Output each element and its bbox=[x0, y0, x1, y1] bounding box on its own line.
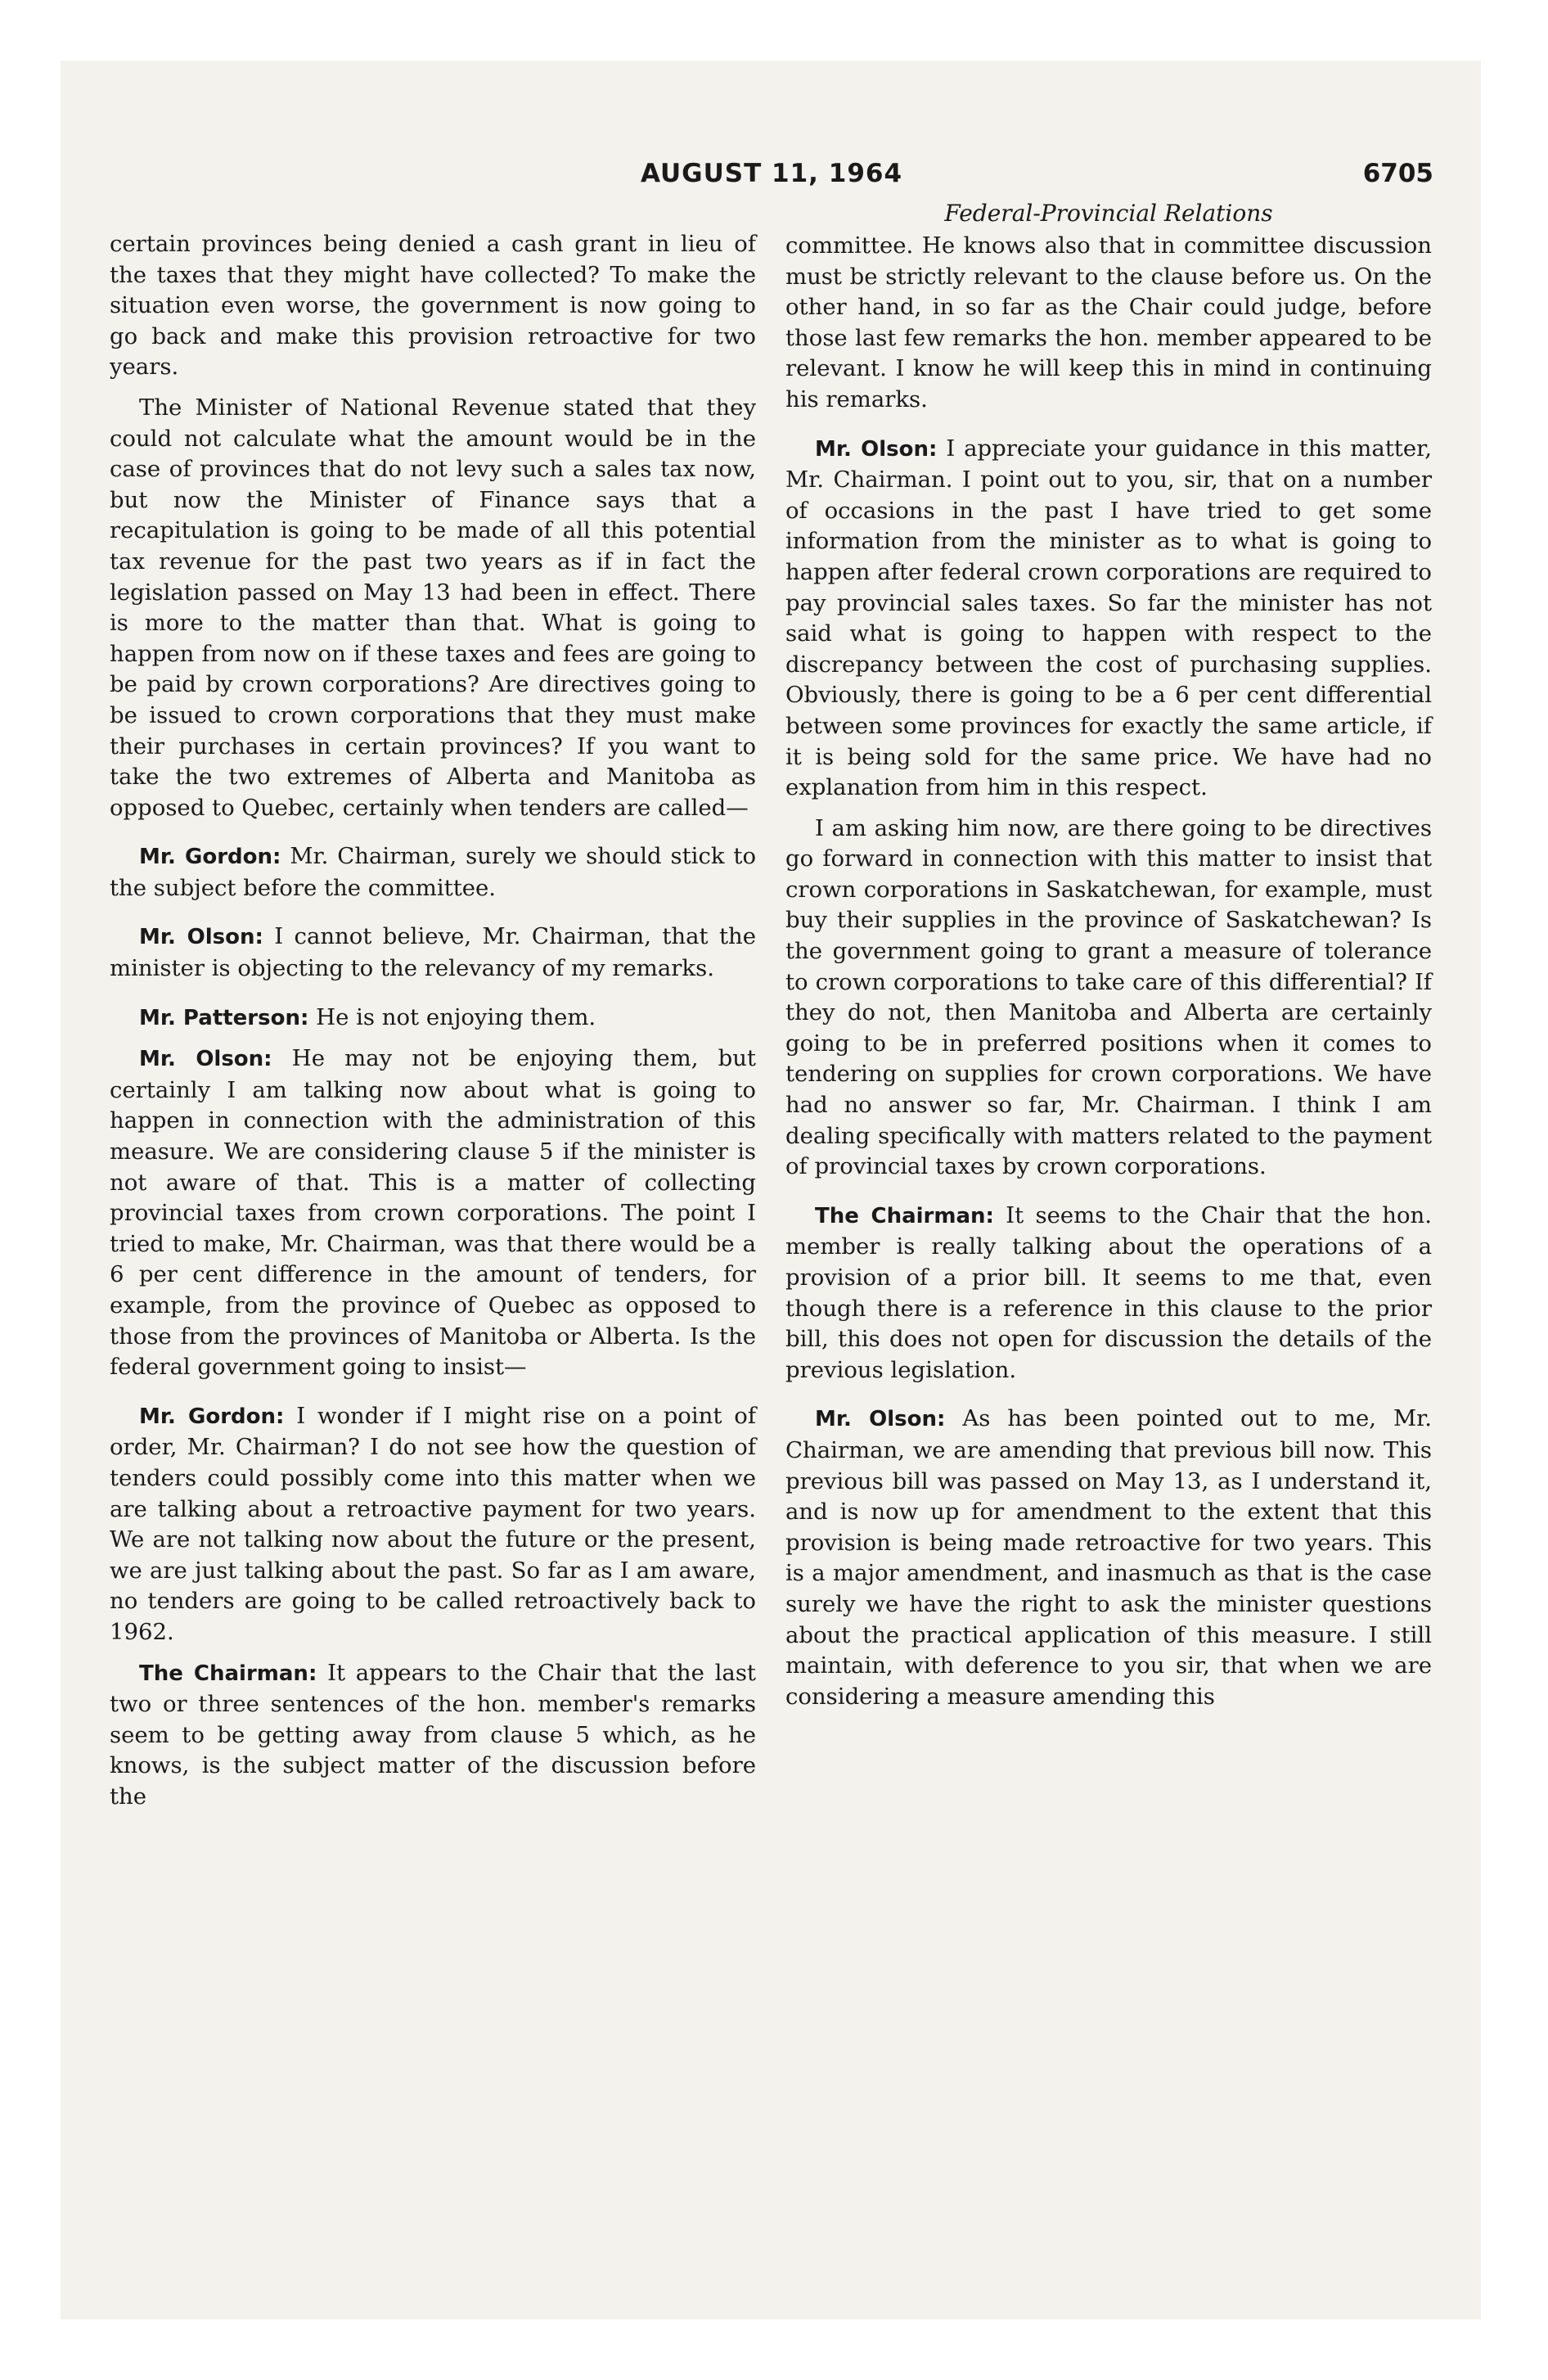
paragraph-text: certain provinces being denied a cash grant in lieu of the taxes that they might have collected? To make the situation even worse, the government is now going to go back and make this provision retroactive for two years. bbox=[110, 231, 756, 381]
paragraph-text: The Minister of National Revenue stated that they could not calculate what the amount would be in the case of provinces that do not levy such a sales tax now, but now the Minister of Finance says that a recapitulation is going to be made of all this potential tax revenue for the past two years as if in fact the legislation passed on May 13 had been in effect. There is more to the matter than that. What is going to happen from now on if these taxes and fees are going to be paid by crown corporations? Are directives going to be issued to crown corporations that they must make their purchases in certain provinces? If you want to take the two extremes of Alberta and Manitoba as opposed to Quebec, certainly when tenders are called— bbox=[110, 394, 756, 821]
speaker-name: Mr. Olson: bbox=[815, 436, 938, 462]
speech bbox=[110, 1658, 756, 1813]
speaker-name: Mr. Olson: bbox=[815, 1407, 946, 1432]
speech bbox=[785, 1404, 1432, 1712]
speech-text: Mr. Chairman, surely we should stick to the subject before the committee. bbox=[110, 843, 756, 901]
speech-text: He is not enjoying them. bbox=[316, 1003, 596, 1030]
speaker-name: The Chairman: bbox=[139, 1661, 317, 1686]
speech bbox=[110, 922, 756, 984]
speaker-name: Mr. Olson: bbox=[139, 925, 263, 950]
paragraph-text: I am asking him now, are there going to be directives go forward in connection with this matter to insist that crown corporations in Saskatchewan, for example, must buy their supplies in the province of Saskatchewan? Is the government going to grant a measure of tolerance to crown corporations to take care of this differential? If they do not, then Manitoba and Alberta are certainly going to be in preferred positions when it comes to tendering on supplies for crown corporations. We have had no answer so far, Mr. Chairman. I think I am dealing specifically with matters related to the payment of provincial taxes by crown corporations. bbox=[785, 814, 1432, 1180]
speaker-name: Mr. Gordon: bbox=[139, 845, 281, 870]
speech-text: As has been pointed out to me, Mr. Chairman, we are amending that previous bill now. This previous bill was passed on May 13, as I understand it, and is now up for amendment to the extent that this provision is being made retroactive for two years. This is a major amendment, and inasmuch as that is the case surely we have the right to ask the minister questions about the practical application of this measure. I still maintain, with deference to you sir, that when we are considering a measure amending this bbox=[785, 1405, 1432, 1710]
speech-text: I appreciate your guidance in this matter, Mr. Chairman. I point out to you, sir, that on a number of occasions in the past I have tried to get some information from the minister as to what is going to happen after federal crown corporations are required to pay provincial sales taxes. So far the minister has not said what is going to happen with respect to the discrepancy between the cost of purchasing supplies. Obviously, there is going to be a 6 per cent differential between some provinces for exactly the same article, if it is being sold for the same price. We have had no explanation from him in this respect. bbox=[785, 435, 1433, 801]
left-column bbox=[110, 229, 756, 1823]
speech bbox=[110, 1003, 756, 1034]
speech-text: I wonder if I might rise on a point of order, Mr. Chairman? I do not see how the question of tenders could possibly come into this matter when we are talking about a retroactive payment for two years. We are not talking now about the future or the present, we are just talking about the past. So far as I am aware, no tenders are going to be called retroactively back to 1962. bbox=[110, 1402, 756, 1645]
right-column bbox=[785, 198, 1432, 1722]
speech bbox=[110, 1044, 756, 1383]
speaker-name: Mr. Olson: bbox=[139, 1047, 272, 1072]
page-header bbox=[110, 159, 1433, 200]
speech bbox=[110, 1401, 756, 1648]
speaker-name: Mr. Gordon: bbox=[139, 1404, 285, 1429]
page-number: 6705 bbox=[1362, 159, 1433, 188]
section-title: Federal-Provincial Relations bbox=[944, 200, 1273, 227]
speech-text: I cannot believe, Mr. Chairman, that the minister is objecting to the relevancy of my remarks. bbox=[110, 923, 757, 982]
paragraph-text: committee. He knows also that in committee discussion must be strictly relevant to the clause before us. On the other hand, in so far as the Chair could judge, before those last few remarks the hon. member appeared to be relevant. I know he will keep this in mind in continuing his remarks. bbox=[785, 232, 1432, 412]
speech bbox=[785, 1201, 1432, 1386]
speaker-name: The Chairman: bbox=[815, 1203, 994, 1228]
speech bbox=[785, 434, 1432, 804]
speech-text: It seems to the Chair that the hon. member is really talking about the operations of a provision of a prior bill. It seems to me that, even though there is a reference in this clause to the prior bill, this does not open for discussion the details of the previous legislation. bbox=[785, 1201, 1432, 1383]
paragraph bbox=[785, 231, 1432, 416]
paragraph bbox=[110, 229, 756, 383]
paragraph bbox=[785, 814, 1432, 1183]
header-date: AUGUST 11, 1964 bbox=[640, 159, 903, 188]
speaker-name: Mr. Patterson: bbox=[139, 1005, 309, 1030]
speech-text: He may not be enjoying them, but certainly I am talking now about what is going to happen in connection with the administration of this measure. We are considering clause 5 if the minister is not aware of that. This is a matter of collecting provincial taxes from crown corporations. The point I tried to make, Mr. Chairman, was that there would be a 6 per cent difference in the amount of tenders, for example, from the province of Quebec as opposed to those from the provinces of Manitoba or Alberta. Is the federal government going to insist— bbox=[110, 1045, 756, 1381]
paragraph bbox=[110, 393, 756, 823]
speech-text: It appears to the Chair that the last two or three sentences of the hon. member's remarks seem to be getting away from clause 5 which, as he knows, is the subject matter of the discussion before the bbox=[110, 1659, 756, 1810]
speech bbox=[110, 841, 756, 904]
